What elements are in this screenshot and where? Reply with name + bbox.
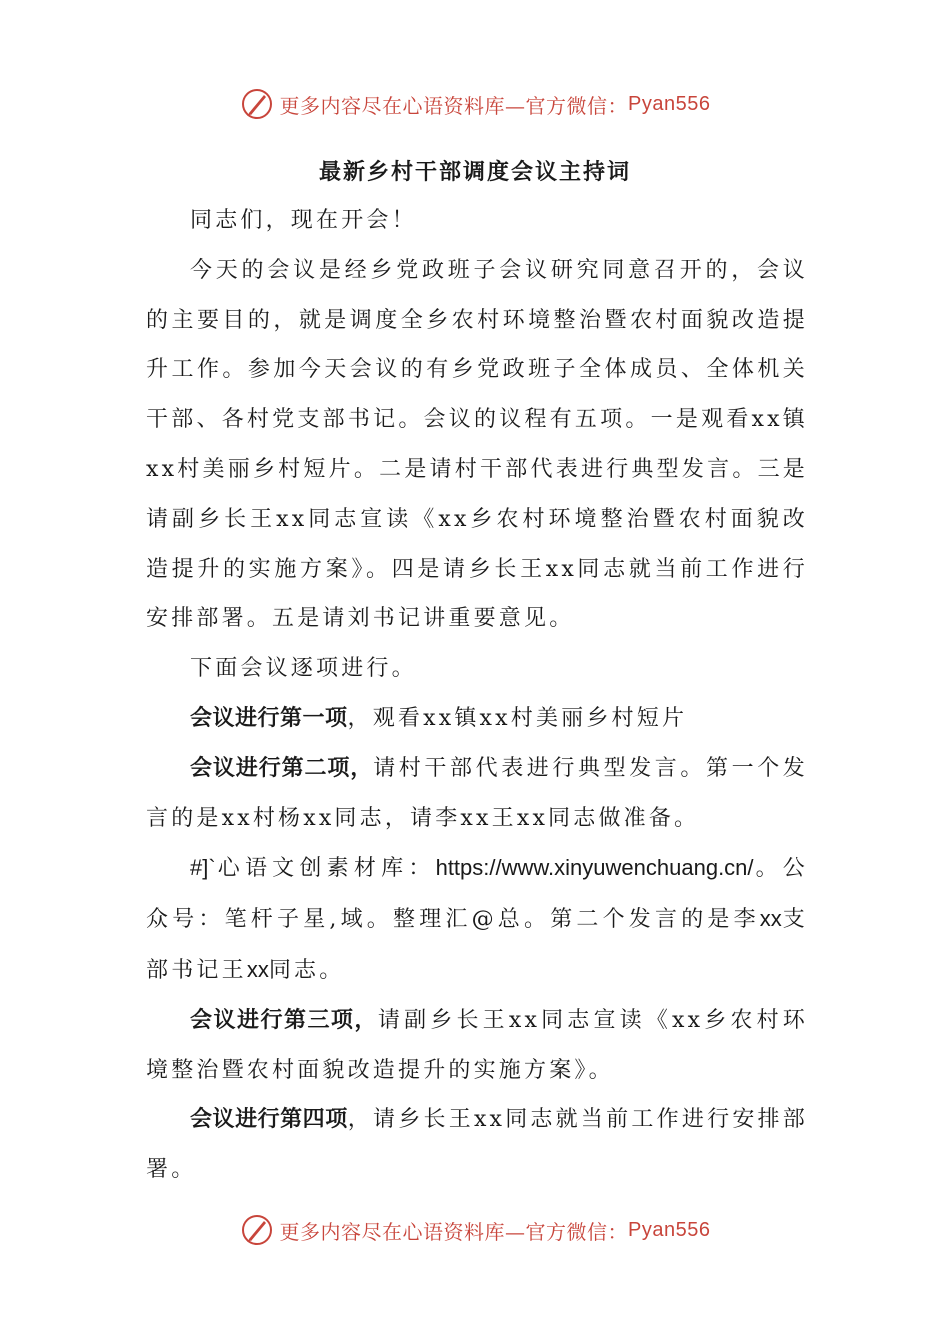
header-watermark	[0, 84, 950, 124]
document-body	[146, 196, 808, 1195]
item-4-heading: 会议进行第四项	[190, 1106, 348, 1133]
watermark-text: 更多内容尽在心语资料库—官方微信：	[279, 93, 629, 118]
item-3-text: 请副乡长王xx同志宣读《xx乡农村环境整治暨农村面貌改造提升的实施方案》。	[146, 1007, 808, 1083]
note-source: 心语文创素材库：	[215, 856, 436, 882]
paragraph-proceed: 下面会议逐项进行。	[190, 656, 417, 682]
note-xx-2: xx	[246, 956, 269, 982]
item-2-heading: 会议进行第二项，	[190, 754, 374, 781]
note-prefix: #]`	[190, 855, 216, 881]
paragraph-inserted-note	[146, 843, 808, 995]
item-1-text: ，观看xx镇xx村美丽乡村短片	[347, 705, 688, 731]
note-url-link[interactable]: https://www.xinyuwenchuang.cn/	[435, 855, 754, 881]
watermark-text: 更多内容尽在心语资料库—官方微信：	[279, 1219, 629, 1244]
item-4-text: ，请乡长王xx同志就当前工作进行安排部署。	[146, 1107, 808, 1183]
note-text-3: 同志。	[268, 957, 345, 983]
watermark-handle: Pyan556	[628, 1218, 711, 1241]
paragraph-item-3	[146, 996, 808, 1096]
document-title: 最新乡村干部调度会议主持词	[318, 159, 631, 185]
watermark-handle: Pyan556	[628, 92, 711, 115]
note-xx-1: xx	[759, 906, 782, 932]
quill-logo-icon	[240, 1213, 274, 1247]
item-3-heading: 会议进行第三项，	[190, 1006, 378, 1033]
note-text-2: 支部书记王	[146, 907, 808, 983]
footer-watermark	[0, 1210, 950, 1250]
note-text: 。公众号：笔杆子星,域。整理汇@总。第二个发言的是李	[146, 856, 808, 933]
paragraph-item-2	[146, 744, 808, 844]
quill-logo-icon	[240, 87, 274, 121]
paragraph-intro: 今天的会议是经乡党政班子会议研究同意召开的，会议的主要目的，就是调度全乡农村环境整治暨农村面貌改造提升工作。参加今天会议的有乡党政班子全体成员、全体机关干部、各村党支部书记。会议的议程有五项。一是观看xx镇xx村美丽乡村短片。二是请村干部代表进行典型发言。三是请副乡长王xx同志宣读《xx乡农村环境整治暨农村面貌改造提升的实施方案》。四是请乡长王xx同志就当前工作进行安排部署。五是请刘书记讲重要意见。	[146, 257, 808, 632]
paragraph-item-1	[146, 694, 808, 744]
paragraph-item-4	[146, 1095, 808, 1195]
item-1-heading: 会议进行第一项	[190, 704, 348, 731]
item-2-text: 请村干部代表进行典型发言。第一个发言的是xx村杨xx同志，请李xx王xx同志做准备。	[146, 755, 808, 831]
paragraph-greeting: 同志们，现在开会！	[190, 208, 417, 233]
